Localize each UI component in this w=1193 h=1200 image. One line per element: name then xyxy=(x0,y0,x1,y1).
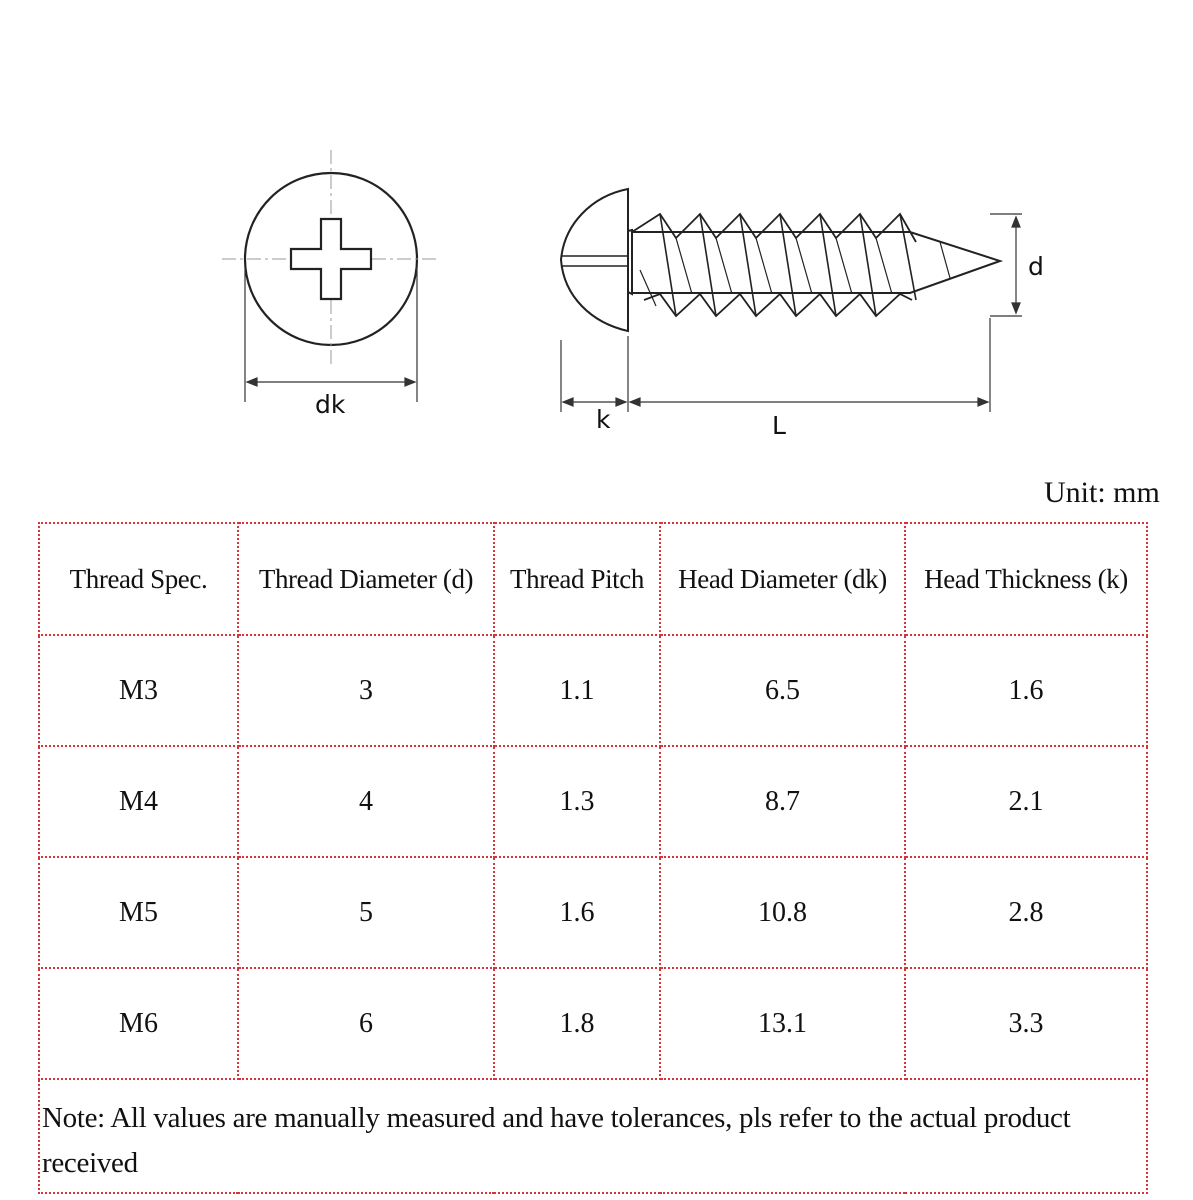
cell-thread-diameter: 6 xyxy=(238,968,494,1079)
dk-label: dk xyxy=(315,390,346,419)
k-label: k xyxy=(596,405,611,434)
table-row xyxy=(39,968,1147,1079)
table-row xyxy=(39,857,1147,968)
screw-head-top-view xyxy=(222,150,440,368)
d-dimension xyxy=(990,214,1022,316)
cell-head-thickness: 2.8 xyxy=(905,857,1147,968)
L-label: L xyxy=(772,411,786,440)
cell-thread-diameter: 4 xyxy=(238,746,494,857)
cell-head-thickness: 2.1 xyxy=(905,746,1147,857)
cell-thread-spec: M5 xyxy=(39,857,238,968)
header-head-thickness: Head Thickness (k) xyxy=(905,523,1147,635)
screw-side-view xyxy=(561,189,1000,331)
d-label: d xyxy=(1028,252,1044,281)
note-row xyxy=(39,1079,1147,1193)
table-row xyxy=(39,746,1147,857)
cell-thread-pitch: 1.1 xyxy=(494,635,660,746)
unit-label: Unit: mm xyxy=(1044,476,1160,509)
cell-head-diameter: 13.1 xyxy=(660,968,905,1079)
L-dimension xyxy=(630,318,990,412)
cell-head-diameter: 6.5 xyxy=(660,635,905,746)
cell-thread-pitch: 1.8 xyxy=(494,968,660,1079)
spec-table xyxy=(38,522,1148,1194)
cell-thread-diameter: 5 xyxy=(238,857,494,968)
cell-head-thickness: 1.6 xyxy=(905,635,1147,746)
cell-thread-spec: M4 xyxy=(39,746,238,857)
k-dimension xyxy=(561,336,628,412)
screw-dimension-drawing xyxy=(0,0,1193,480)
table-row xyxy=(39,635,1147,746)
cell-head-diameter: 10.8 xyxy=(660,857,905,968)
cell-thread-spec: M3 xyxy=(39,635,238,746)
cell-thread-pitch: 1.3 xyxy=(494,746,660,857)
header-thread-pitch: Thread Pitch xyxy=(494,523,660,635)
cell-thread-diameter: 3 xyxy=(238,635,494,746)
header-head-diameter: Head Diameter (dk) xyxy=(660,523,905,635)
cell-head-thickness: 3.3 xyxy=(905,968,1147,1079)
table-header-row xyxy=(39,523,1147,635)
header-thread-diameter: Thread Diameter (d) xyxy=(238,523,494,635)
note-text: Note: All values are manually measured and have tolerances, pls refer to the actual product received xyxy=(39,1079,1147,1193)
header-thread-spec: Thread Spec. xyxy=(39,523,238,635)
cell-thread-pitch: 1.6 xyxy=(494,857,660,968)
cell-thread-spec: M6 xyxy=(39,968,238,1079)
cell-head-diameter: 8.7 xyxy=(660,746,905,857)
